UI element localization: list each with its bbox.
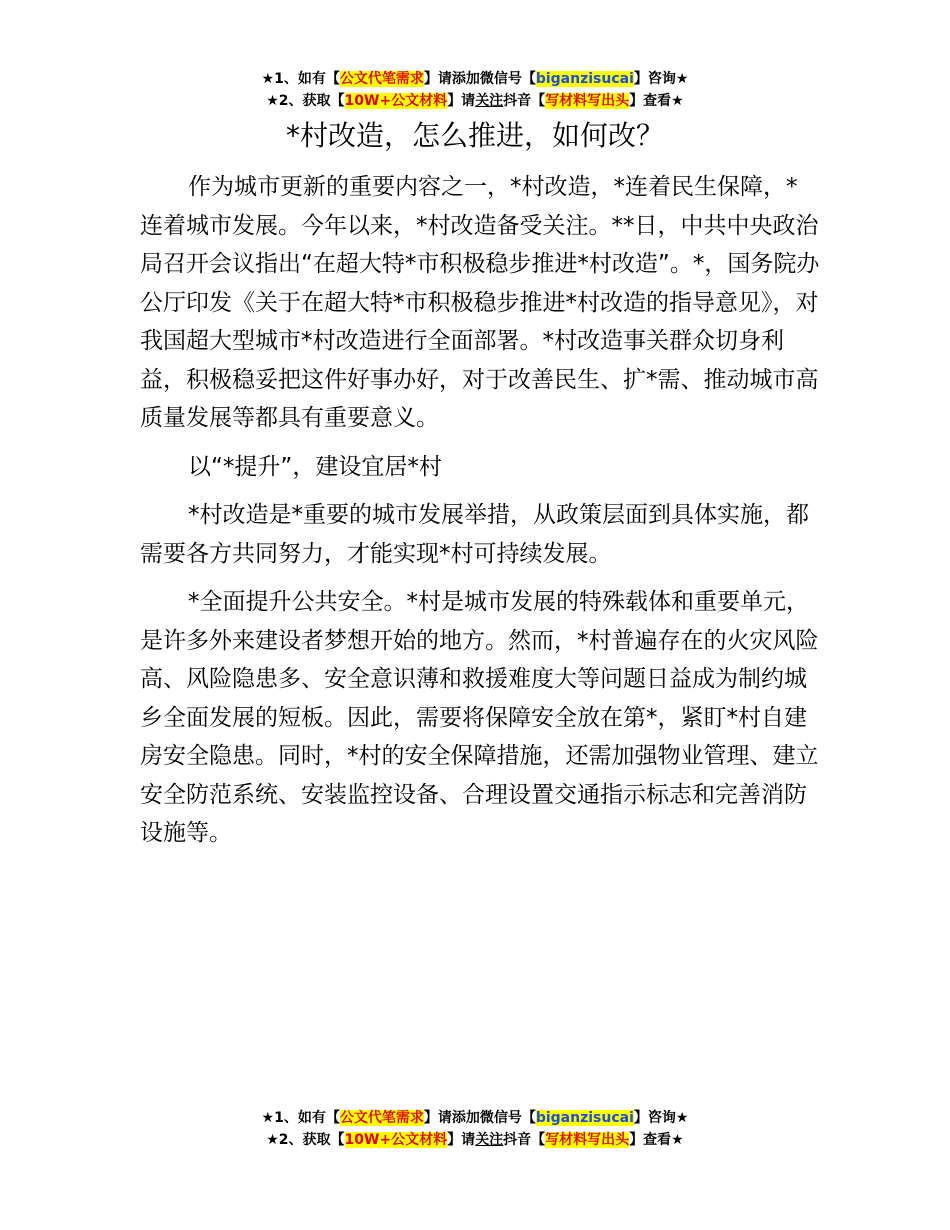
highlight-douyin: 写材料写出头 <box>545 1132 630 1148</box>
banner-text: ★2、获取【 <box>266 1132 345 1148</box>
banner-line-1 <box>0 68 950 90</box>
highlight-wechat-id: biganzisucai <box>535 71 634 87</box>
underlined-follow: 关注 <box>475 93 504 109</box>
banner-text: ★1、如有【 <box>261 71 340 87</box>
document-body <box>140 168 820 863</box>
highlight-wechat-id: biganzisucai <box>535 1110 634 1126</box>
banner-text: 】查看★ <box>629 93 684 109</box>
paragraph-subheading: 以“*提升”，建设宜居*村 <box>188 453 442 480</box>
banner-line-1 <box>0 1107 950 1129</box>
banner-text: 】请添加微信号【 <box>423 71 536 87</box>
banner-text: 抖音【 <box>503 93 546 109</box>
banner-text: 抖音【 <box>503 1132 546 1148</box>
highlight-service: 公文代笔需求 <box>339 1110 424 1126</box>
banner-text: ★1、如有【 <box>261 1110 340 1126</box>
banner-line-2 <box>0 1129 950 1151</box>
banner-line-2 <box>0 90 950 112</box>
banner-text: 】咨询★ <box>633 1110 689 1126</box>
footer-banner <box>0 1107 950 1151</box>
highlight-materials: 10W+公文材料 <box>344 1132 448 1148</box>
highlight-douyin: 写材料写出头 <box>545 93 630 109</box>
banner-text: 】咨询★ <box>633 71 689 87</box>
paragraph: *全面提升公共安全。*村是城市发展的特殊载体和重要单元，是许多外来建设者梦想开始的地方。然而，*村普遍存在的火灾风险高、风险隐患多、安全意识薄和救援难度大等问题日益成为制约城乡全面发展的短板。因此，需要将保障安全放在第*，紧盯*村自建房安全隐患。同时，*村的安全保障措施，还需加强物业管理、建立安全防范系统、安装监控设备、合理设置交通指示标志和完善消防设施等。 <box>140 589 819 846</box>
header-banner <box>0 68 950 112</box>
paragraph: *村改造是*重要的城市发展举措，从政策层面到具体实施，都需要各方共同努力，才能实现*村可持续发展。 <box>140 502 809 567</box>
banner-text: 】查看★ <box>629 1132 684 1148</box>
highlight-service: 公文代笔需求 <box>339 71 424 87</box>
highlight-materials: 10W+公文材料 <box>344 93 448 109</box>
banner-text: ★2、获取【 <box>266 93 345 109</box>
underlined-follow: 关注 <box>475 1132 504 1148</box>
paragraph: 作为城市更新的重要内容之一，*村改造，*连着民生保障，*连着城市发展。今年以来，*村改造备受关注。**日，中共中央政治局召开会议指出“在超大特*市积极稳步推进*村改造”。*，国务院办公厅印发《关于在超大特*市积极稳步推进*村改造的指导意见》，对我国超大型城市*村改造进行全面部署。*村改造事关群众切身利益，积极稳妥把这件好事办好，对于改善民生、扩*需、推动城市高质量发展等都具有重要意义。 <box>140 174 820 431</box>
banner-text: 】请 <box>447 93 476 109</box>
page-title: *村改造，怎么推进，如何改？ <box>285 119 664 152</box>
banner-text: 】请添加微信号【 <box>423 1110 536 1126</box>
banner-text: 】请 <box>447 1132 476 1148</box>
